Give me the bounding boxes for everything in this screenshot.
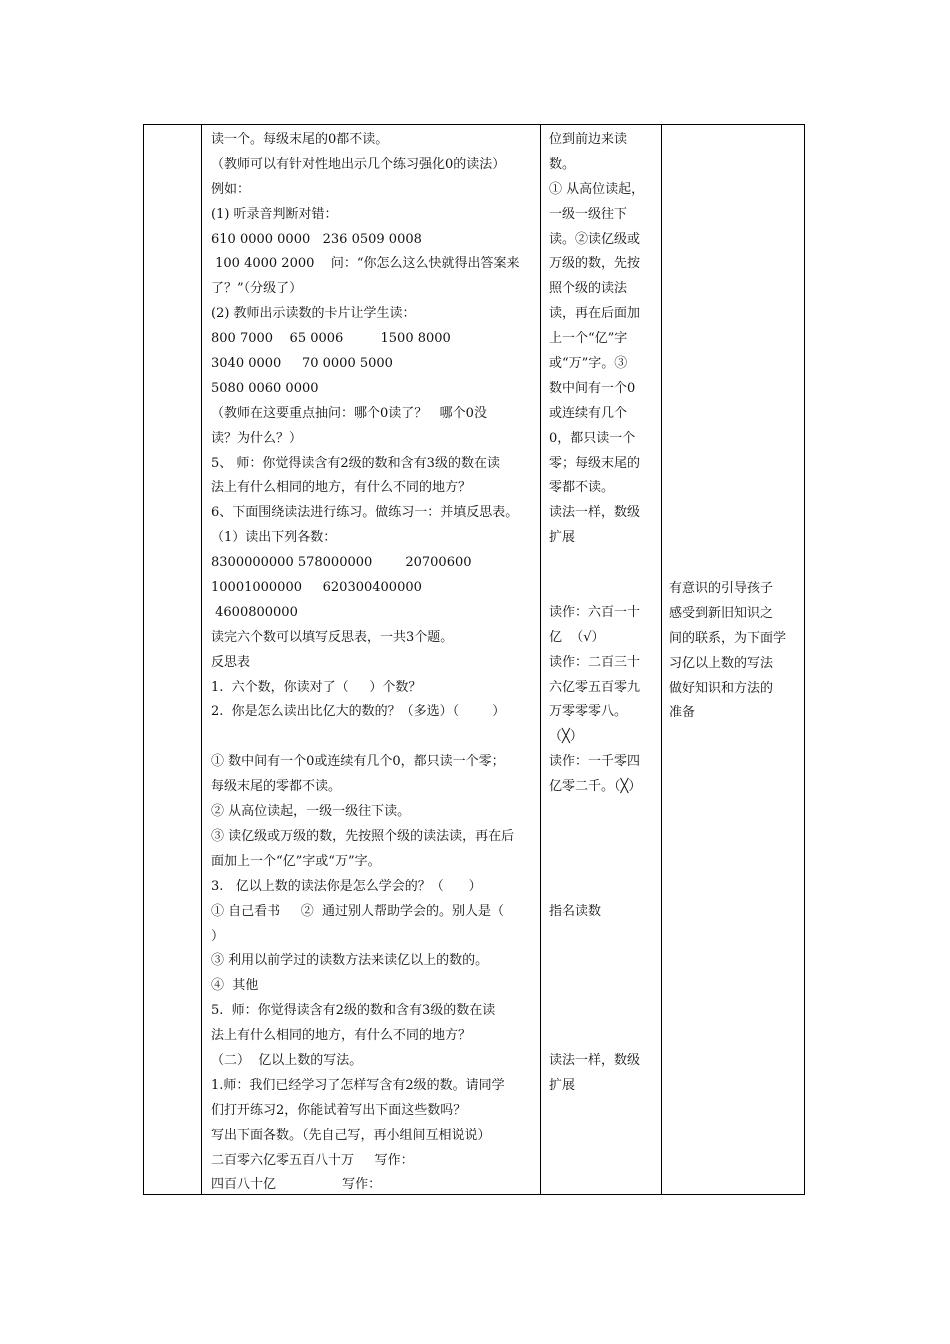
student-line: 万零零零八。 (549, 704, 628, 720)
student-line: 扩展 (549, 530, 576, 546)
activity-line: ② 从高位读起，一级一级往下读。 (211, 804, 411, 820)
activity-line: 100 4000 2000 问：“你怎么这么快就得出答案来 (211, 256, 520, 272)
student-line (549, 974, 657, 999)
design-intent-column (669, 577, 801, 726)
activity-line: ① 自己看书 ② 通过别人帮助学会的。别人是（ (211, 903, 505, 919)
activity-line: 5. 师：你觉得读含有2级的数和含有3级的数在读 (211, 1003, 496, 1019)
student-line: 指名读数 (549, 903, 602, 919)
intent-line: 做好知识和方法的 (669, 680, 774, 696)
student-line (549, 999, 657, 1024)
student-line: 读作：一千零四 (549, 754, 641, 770)
student-line (549, 850, 657, 875)
activity-line: 们打开练习2，你能试着写出下面这些数吗？ (211, 1102, 467, 1118)
activity-line: 610 0000 0000 236 0509 0008 (211, 231, 422, 247)
activity-line: （教师可以有针对性地出示几个练习强化0的读法） (211, 156, 506, 172)
activity-line: ③ 读亿级或万级的数，先按照个级的读法读，再在后 (211, 828, 515, 844)
activity-line: 每级末尾的零都不读。 (211, 779, 342, 795)
student-line: 数中间有一个0 (549, 380, 636, 396)
activity-line: 4600800000 (211, 604, 298, 620)
lesson-plan-table (143, 124, 805, 1195)
student-line: 零都不读。 (549, 480, 615, 496)
activity-line: 例如： (211, 181, 251, 197)
student-line: 亿零二千。（╳） (549, 779, 642, 795)
activity-line: 写出下面各数。（先自己写，再小组间互相说说） (211, 1127, 491, 1143)
column-divider (661, 125, 662, 1194)
activity-line: (2) 教师出示读数的卡片让学生读： (211, 306, 416, 322)
student-line: 或连续有几个 (549, 405, 628, 421)
student-line: 读。②读亿级或 (549, 231, 641, 247)
student-line: 位到前边来读 (549, 132, 628, 147)
student-line: 亿 （√） (549, 629, 605, 645)
student-line (549, 825, 657, 850)
teaching-activity-column (211, 128, 536, 1198)
activity-line: 6、下面围绕读法进行练习。做练习一：并填反思表。 (211, 505, 519, 521)
column-divider (201, 125, 202, 1194)
student-line: 读法一样，数级 (549, 505, 641, 521)
activity-line: 法上有什么相同的地方，有什么不同的地方？ (211, 480, 472, 496)
student-line: 照个级的读法 (549, 281, 628, 297)
intent-line: 间的联系，为下面学 (669, 630, 787, 646)
column-divider (540, 125, 541, 1194)
student-line: 一级一级往下 (549, 206, 628, 222)
student-line (549, 551, 657, 576)
student-activity-column (549, 128, 657, 1099)
activity-line: 读？为什么？） (211, 430, 303, 446)
student-line: 万级的数，先按 (549, 256, 641, 272)
student-line (549, 949, 657, 974)
student-line: ① 从高位读起， (549, 181, 645, 197)
activity-line: 读一个。每级末尾的0都不读。 (211, 132, 389, 147)
student-line: 上一个“亿”字 (549, 331, 628, 347)
activity-line: 反思表 (211, 654, 251, 670)
activity-line: 10001000000 620300400000 (211, 580, 422, 596)
activity-line: 3040 0000 70 0000 5000 (211, 356, 393, 372)
activity-line: ④ 其他 (211, 978, 259, 994)
intent-line: 准备 (669, 705, 696, 721)
activity-line: (1) 听录音判断对错： (211, 206, 338, 222)
student-line (549, 875, 657, 900)
activity-line: 法上有什么相同的地方，有什么不同的地方？ (211, 1028, 472, 1044)
activity-line: 1. 六个数，你读对了（ ）个数？ (211, 679, 422, 695)
student-line: 0，都只读一个 (549, 430, 636, 446)
activity-line: 2. 你是怎么读出比亿大的数的？（多选）（ ） (211, 704, 506, 720)
student-line: 六亿零五百零九 (549, 679, 641, 695)
activity-line: 1.师：我们已经学习了怎样写含有2级的数。请同学 (211, 1077, 505, 1093)
activity-line: 8300000000 578000000 20700600 (211, 555, 472, 571)
intent-line: 感受到新旧知识之 (669, 605, 774, 621)
activity-line: 读完六个数可以填写反思表，一共3个题。 (211, 629, 454, 645)
student-line: 读，再在后面加 (549, 306, 641, 322)
activity-line: 了？”（分级了） (211, 281, 303, 297)
activity-line: ） (211, 928, 225, 944)
student-line: 扩展 (549, 1077, 576, 1093)
student-line (549, 576, 657, 601)
intent-line: 习亿以上数的写法 (669, 655, 774, 671)
student-line: 读法一样，数级 (549, 1052, 641, 1068)
activity-line (211, 725, 536, 750)
student-line: 零；每级末尾的 (549, 455, 641, 471)
activity-line: 5080 0060 0000 (211, 380, 319, 396)
intent-line: 有意识的引导孩子 (669, 581, 774, 596)
student-line: 数。 (549, 156, 576, 172)
activity-line: 3. 亿以上数的读法你是怎么学会的？（ ） (211, 878, 482, 894)
student-line: 读作：六百一十 (549, 604, 641, 620)
activity-line: ③ 利用以前学过的读数方法来读亿以上的数的。 (211, 953, 489, 969)
student-line (549, 925, 657, 950)
activity-line: 800 7000 65 0006 1500 8000 (211, 331, 451, 347)
activity-line: （二） 亿以上数的写法。 (211, 1052, 363, 1068)
student-line (549, 800, 657, 825)
activity-line: 四百八十亿 写作： (211, 1177, 382, 1193)
activity-line: （教师在这要重点抽问：哪个0读了？ 哪个0没 (211, 405, 487, 421)
activity-line: ① 数中间有一个0或连续有几个0，都只读一个零； (211, 754, 505, 770)
student-line: 读作：二百三十 (549, 654, 641, 670)
activity-line: （1）读出下列各数： (211, 530, 337, 546)
student-line: （╳） (549, 729, 583, 745)
student-line: 或“万”字。③ (549, 356, 628, 372)
activity-line: 二百零六亿零五百八十万 写作： (211, 1152, 414, 1168)
activity-line: 面加上一个“亿”字或“万”字。 (211, 853, 381, 869)
student-line (549, 1024, 657, 1049)
activity-line: 5、 师：你觉得读含有2级的数和含有3级的数在读 (211, 455, 500, 471)
